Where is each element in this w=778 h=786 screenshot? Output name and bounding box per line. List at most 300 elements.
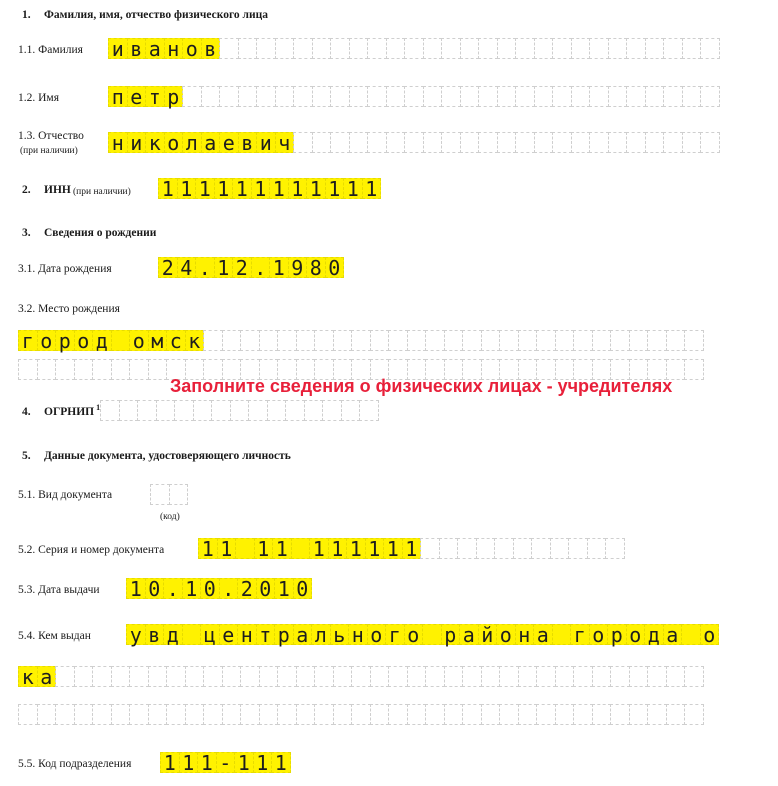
- letter-cell: 1: [198, 538, 218, 559]
- letter-cell: [182, 624, 202, 645]
- letter-cell: о: [37, 330, 57, 351]
- empty-cell: [314, 666, 334, 687]
- empty-cell: [645, 86, 665, 107]
- empty-cell: [293, 86, 313, 107]
- letter-cell: [422, 624, 442, 645]
- letter-cell: о: [182, 38, 202, 59]
- letter-cell: р: [607, 624, 627, 645]
- empty-cell: [367, 132, 387, 153]
- letter-cell: о: [164, 132, 184, 153]
- empty-cell: [610, 704, 630, 725]
- empty-cell: [684, 666, 704, 687]
- empty-cell: [388, 330, 408, 351]
- empty-cell: [700, 132, 720, 153]
- letter-cell: о: [626, 624, 646, 645]
- empty-cell: [203, 666, 223, 687]
- letter-cell: [552, 624, 572, 645]
- empty-cell: [534, 38, 554, 59]
- empty-cell: [111, 704, 131, 725]
- empty-cell: [404, 86, 424, 107]
- letter-cell: у: [126, 624, 146, 645]
- empty-cell: [351, 704, 371, 725]
- letter-cell: 1: [274, 578, 294, 599]
- empty-cell: [333, 704, 353, 725]
- empty-cell: [518, 330, 538, 351]
- empty-cell: [444, 330, 464, 351]
- patronymic-field[interactable]: [108, 132, 719, 153]
- empty-cell: [629, 330, 649, 351]
- empty-cell: [129, 704, 149, 725]
- empty-cell: [647, 704, 667, 725]
- ogrnip-label: ОГРНИП: [44, 406, 95, 418]
- empty-cell: [388, 704, 408, 725]
- letter-cell: .: [195, 257, 215, 278]
- letter-cell: в: [127, 38, 147, 59]
- section-2-title: ИНН: [44, 184, 71, 196]
- letter-cell: 1: [362, 178, 382, 199]
- empty-cell: [647, 666, 667, 687]
- section-3-number: 3.: [22, 227, 31, 239]
- empty-cell: [647, 330, 667, 351]
- empty-cell: [37, 359, 57, 380]
- letter-cell: л: [182, 132, 202, 153]
- empty-cell: [476, 538, 496, 559]
- empty-cell: [111, 666, 131, 687]
- empty-cell: [92, 666, 112, 687]
- letter-cell: и: [108, 38, 128, 59]
- empty-cell: [425, 330, 445, 351]
- letter-cell: д: [92, 330, 112, 351]
- empty-cell: [478, 38, 498, 59]
- empty-cell: [203, 704, 223, 725]
- letter-cell: к: [145, 132, 165, 153]
- letter-cell: п: [108, 86, 128, 107]
- letter-cell: -: [216, 752, 236, 773]
- letter-cell: о: [129, 330, 149, 351]
- document-number-field[interactable]: [198, 538, 624, 559]
- empty-cell: [499, 666, 519, 687]
- empty-cell: [240, 704, 260, 725]
- empty-cell: [119, 400, 139, 421]
- empty-cell: [515, 86, 535, 107]
- letter-cell: к: [185, 330, 205, 351]
- empty-cell: [407, 666, 427, 687]
- empty-cell: [573, 704, 593, 725]
- letter-cell: 1: [217, 538, 237, 559]
- letter-cell: г: [18, 330, 38, 351]
- letter-cell: 1: [365, 538, 385, 559]
- section-3-title: Сведения о рождении: [44, 227, 157, 239]
- empty-cell: [277, 330, 297, 351]
- letter-cell: 0: [293, 578, 313, 599]
- letter-cell: о: [74, 330, 94, 351]
- empty-cell: [370, 666, 390, 687]
- empty-cell: [386, 86, 406, 107]
- empty-cell: [312, 132, 332, 153]
- empty-cell: [460, 38, 480, 59]
- empty-cell: [478, 86, 498, 107]
- letter-cell: 1: [254, 538, 274, 559]
- issued-by-line-3[interactable]: [18, 704, 703, 725]
- empty-cell: [277, 666, 297, 687]
- empty-cell: [219, 86, 239, 107]
- empty-cell: [571, 38, 591, 59]
- empty-cell: [645, 132, 665, 153]
- empty-cell: [351, 330, 371, 351]
- empty-cell: [423, 132, 443, 153]
- section-5-number: 5.: [22, 450, 31, 462]
- empty-cell: [333, 666, 353, 687]
- field-1-3-sublabel: (при наличии): [20, 146, 78, 156]
- empty-cell: [645, 38, 665, 59]
- letter-cell: 1: [306, 178, 326, 199]
- letter-cell: а: [663, 624, 683, 645]
- letter-cell: а: [459, 624, 479, 645]
- empty-cell: [341, 400, 361, 421]
- empty-cell: [536, 666, 556, 687]
- empty-cell: [700, 86, 720, 107]
- letter-cell: 1: [328, 538, 348, 559]
- empty-cell: [129, 359, 149, 380]
- letter-cell: 0: [200, 578, 220, 599]
- empty-cell: [256, 86, 276, 107]
- empty-cell: [481, 666, 501, 687]
- empty-cell: [304, 400, 324, 421]
- letter-cell: 1: [234, 752, 254, 773]
- letter-cell: 4: [177, 257, 197, 278]
- empty-cell: [156, 400, 176, 421]
- empty-cell: [211, 400, 231, 421]
- empty-cell: [497, 86, 517, 107]
- empty-cell: [349, 132, 369, 153]
- empty-cell: [285, 400, 305, 421]
- surname-field[interactable]: [108, 38, 719, 59]
- letter-cell: 1: [383, 538, 403, 559]
- letter-cell: м: [148, 330, 168, 351]
- empty-cell: [166, 666, 186, 687]
- letter-cell: о: [496, 624, 516, 645]
- empty-cell: [441, 38, 461, 59]
- empty-cell: [589, 38, 609, 59]
- letter-cell: 1: [197, 752, 217, 773]
- empty-cell: [267, 400, 287, 421]
- letter-cell: л: [311, 624, 331, 645]
- inn-note: (при наличии): [73, 187, 131, 197]
- letter-cell: н: [108, 132, 128, 153]
- empty-cell: [462, 704, 482, 725]
- empty-cell: [494, 538, 514, 559]
- letter-cell: н: [164, 38, 184, 59]
- letter-cell: 2: [237, 578, 257, 599]
- empty-cell: [359, 400, 379, 421]
- empty-cell: [531, 538, 551, 559]
- empty-cell: [296, 330, 316, 351]
- letter-cell: о: [367, 624, 387, 645]
- empty-cell: [312, 86, 332, 107]
- empty-cell: [589, 132, 609, 153]
- letter-cell: е: [219, 624, 239, 645]
- birthplace-line-1[interactable]: [18, 330, 703, 351]
- letter-cell: г: [570, 624, 590, 645]
- empty-cell: [148, 704, 168, 725]
- division-code-field[interactable]: [160, 752, 290, 773]
- letter-cell: 9: [288, 257, 308, 278]
- empty-cell: [592, 704, 612, 725]
- empty-cell: [18, 359, 38, 380]
- empty-cell: [536, 330, 556, 351]
- empty-cell: [259, 666, 279, 687]
- letter-cell: [235, 538, 255, 559]
- empty-cell: [534, 132, 554, 153]
- inn-field[interactable]: [158, 178, 380, 199]
- empty-cell: [92, 704, 112, 725]
- empty-cell: [222, 704, 242, 725]
- letter-cell: н: [515, 624, 535, 645]
- empty-cell: [201, 86, 221, 107]
- empty-cell: [441, 132, 461, 153]
- field-5-1-label: 5.1. Вид документа: [18, 489, 113, 501]
- empty-cell: [148, 666, 168, 687]
- letter-cell: т: [256, 624, 276, 645]
- letter-cell: д: [644, 624, 664, 645]
- letter-cell: 1: [177, 178, 197, 199]
- empty-cell: [150, 484, 170, 505]
- empty-cell: [571, 86, 591, 107]
- letter-cell: г: [385, 624, 405, 645]
- letter-cell: н: [348, 624, 368, 645]
- empty-cell: [550, 538, 570, 559]
- empty-cell: [238, 86, 258, 107]
- empty-cell: [314, 704, 334, 725]
- letter-cell: 1: [309, 538, 329, 559]
- letter-cell: о: [700, 624, 720, 645]
- empty-cell: [407, 330, 427, 351]
- letter-cell: о: [589, 624, 609, 645]
- empty-cell: [182, 86, 202, 107]
- empty-cell: [137, 400, 157, 421]
- section-1-title: Фамилия, имя, отчество физического лица: [44, 9, 268, 21]
- empty-cell: [74, 359, 94, 380]
- empty-cell: [222, 330, 242, 351]
- empty-cell: [314, 330, 334, 351]
- birth-date-field[interactable]: [158, 257, 343, 278]
- empty-cell: [592, 330, 612, 351]
- empty-cell: [18, 704, 38, 725]
- empty-cell: [129, 666, 149, 687]
- empty-cell: [555, 330, 575, 351]
- empty-cell: [322, 400, 342, 421]
- letter-cell: 1: [158, 178, 178, 199]
- letter-cell: .: [163, 578, 183, 599]
- letter-cell: 1: [182, 578, 202, 599]
- empty-cell: [663, 132, 683, 153]
- empty-cell: [386, 132, 406, 153]
- field-5-3-label: 5.3. Дата выдачи: [18, 584, 100, 596]
- empty-cell: [626, 38, 646, 59]
- letter-cell: 8: [306, 257, 326, 278]
- empty-cell: [666, 666, 686, 687]
- letter-cell: .: [219, 578, 239, 599]
- issued-by-line-1[interactable]: [126, 624, 718, 645]
- empty-cell: [518, 666, 538, 687]
- empty-cell: [497, 38, 517, 59]
- letter-cell: ц: [200, 624, 220, 645]
- empty-cell: [330, 86, 350, 107]
- field-5-5-label: 5.5. Код подразделения: [18, 758, 132, 770]
- empty-cell: [185, 704, 205, 725]
- empty-cell: [185, 666, 205, 687]
- empty-cell: [277, 704, 297, 725]
- letter-cell: 1: [251, 178, 271, 199]
- letter-cell: н: [237, 624, 257, 645]
- letter-cell: 0: [256, 578, 276, 599]
- empty-cell: [663, 38, 683, 59]
- empty-cell: [275, 38, 295, 59]
- letter-cell: 1: [160, 752, 180, 773]
- empty-cell: [666, 704, 686, 725]
- letter-cell: 1: [272, 538, 292, 559]
- empty-cell: [460, 132, 480, 153]
- section-2-number: 2.: [22, 184, 31, 196]
- empty-cell: [238, 38, 258, 59]
- empty-cell: [462, 330, 482, 351]
- issued-by-line-2[interactable]: [18, 666, 703, 687]
- letter-cell: .: [251, 257, 271, 278]
- empty-cell: [573, 666, 593, 687]
- empty-cell: [293, 132, 313, 153]
- empty-cell: [367, 86, 387, 107]
- letter-cell: [681, 624, 701, 645]
- empty-cell: [684, 330, 704, 351]
- empty-cell: [349, 86, 369, 107]
- empty-cell: [425, 704, 445, 725]
- empty-cell: [499, 330, 519, 351]
- empty-cell: [55, 704, 75, 725]
- letter-cell: к: [18, 666, 38, 687]
- empty-cell: [425, 666, 445, 687]
- empty-cell: [349, 38, 369, 59]
- empty-cell: [388, 666, 408, 687]
- letter-cell: в: [145, 624, 165, 645]
- empty-cell: [497, 132, 517, 153]
- letter-cell: 1: [402, 538, 422, 559]
- empty-cell: [404, 132, 424, 153]
- field-5-4-label: 5.4. Кем выдан: [18, 630, 91, 642]
- letter-cell: а: [37, 666, 57, 687]
- empty-cell: [536, 704, 556, 725]
- letter-cell: а: [145, 38, 165, 59]
- letter-cell: и: [127, 132, 147, 153]
- code-note: (код): [160, 512, 180, 522]
- empty-cell: [370, 704, 390, 725]
- empty-cell: [203, 330, 223, 351]
- empty-cell: [552, 132, 572, 153]
- ogrnip-footnote: 1: [96, 403, 101, 412]
- section-5-title: Данные документа, удостоверяющего личность: [44, 450, 291, 462]
- empty-cell: [608, 38, 628, 59]
- letter-cell: 2: [158, 257, 178, 278]
- empty-cell: [333, 330, 353, 351]
- empty-cell: [444, 704, 464, 725]
- empty-cell: [420, 538, 440, 559]
- letter-cell: ь: [330, 624, 350, 645]
- empty-cell: [248, 400, 268, 421]
- empty-cell: [111, 359, 131, 380]
- empty-cell: [684, 359, 704, 380]
- empty-cell: [169, 484, 189, 505]
- letter-cell: 1: [126, 578, 146, 599]
- empty-cell: [610, 666, 630, 687]
- letter-cell: а: [533, 624, 553, 645]
- letter-cell: 1: [271, 752, 291, 773]
- empty-cell: [240, 330, 260, 351]
- ogrnip-field[interactable]: [100, 400, 378, 421]
- letter-cell: 1: [195, 178, 215, 199]
- empty-cell: [610, 330, 630, 351]
- empty-cell: [629, 666, 649, 687]
- empty-cell: [148, 359, 168, 380]
- document-type-field[interactable]: [150, 484, 187, 505]
- empty-cell: [555, 704, 575, 725]
- empty-cell: [367, 38, 387, 59]
- empty-cell: [513, 538, 533, 559]
- letter-cell: с: [166, 330, 186, 351]
- empty-cell: [666, 330, 686, 351]
- letter-cell: р: [55, 330, 75, 351]
- letter-cell: ч: [275, 132, 295, 153]
- empty-cell: [74, 704, 94, 725]
- letter-cell: д: [163, 624, 183, 645]
- empty-cell: [312, 38, 332, 59]
- empty-cell: [626, 132, 646, 153]
- empty-cell: [605, 538, 625, 559]
- empty-cell: [684, 704, 704, 725]
- empty-cell: [230, 400, 250, 421]
- letter-cell: и: [256, 132, 276, 153]
- first-name-field[interactable]: [108, 86, 719, 107]
- letter-cell: 0: [325, 257, 345, 278]
- empty-cell: [481, 704, 501, 725]
- empty-cell: [256, 38, 276, 59]
- letter-cell: 1: [214, 178, 234, 199]
- issue-date-field[interactable]: [126, 578, 311, 599]
- empty-cell: [663, 86, 683, 107]
- empty-cell: [351, 666, 371, 687]
- letter-cell: 1: [214, 257, 234, 278]
- empty-cell: [423, 86, 443, 107]
- empty-cell: [608, 86, 628, 107]
- empty-cell: [457, 538, 477, 559]
- empty-cell: [55, 359, 75, 380]
- letter-cell: а: [201, 132, 221, 153]
- empty-cell: [386, 38, 406, 59]
- empty-cell: [92, 359, 112, 380]
- empty-cell: [608, 132, 628, 153]
- empty-cell: [193, 400, 213, 421]
- empty-cell: [552, 86, 572, 107]
- field-3-1-label: 3.1. Дата рождения: [18, 263, 112, 275]
- letter-cell: 1: [179, 752, 199, 773]
- letter-cell: 1: [346, 538, 366, 559]
- letter-cell: р: [441, 624, 461, 645]
- empty-cell: [174, 400, 194, 421]
- empty-cell: [404, 38, 424, 59]
- letter-cell: 1: [232, 178, 252, 199]
- letter-cell: р: [164, 86, 184, 107]
- empty-cell: [293, 38, 313, 59]
- empty-cell: [499, 704, 519, 725]
- empty-cell: [518, 704, 538, 725]
